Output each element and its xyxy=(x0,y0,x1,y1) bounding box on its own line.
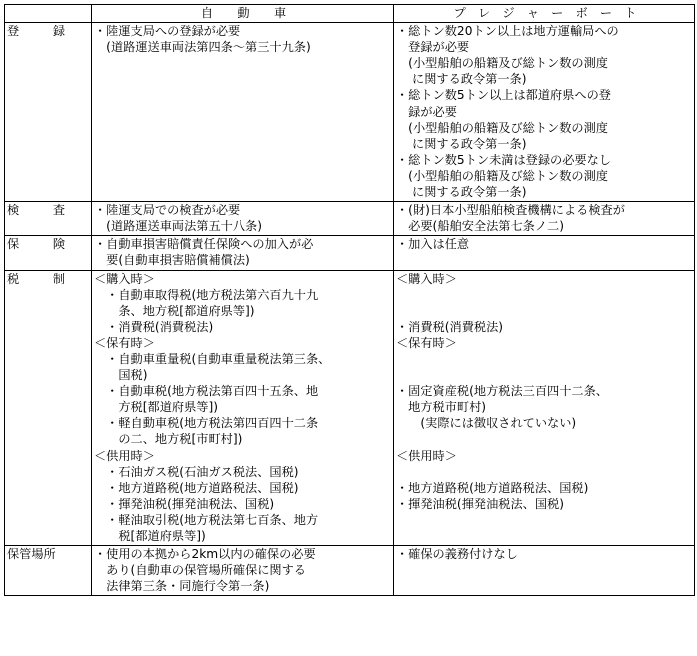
boat-cell xyxy=(394,270,695,546)
cell-line: 地方税市町村) xyxy=(396,400,487,415)
category-cell xyxy=(5,236,92,270)
cell-line: 国税) xyxy=(94,368,148,383)
boat-cell xyxy=(394,236,695,270)
category-label xyxy=(7,546,91,562)
header-car: 自 動 車 xyxy=(92,5,394,23)
cell-line: ・石油ガス税(石油ガス税法、国税) xyxy=(94,464,299,479)
category-char: 険 xyxy=(52,237,65,252)
cell-line: ・使用の本拠から2km以内の確保の必要 xyxy=(94,547,316,562)
cell-line: 条、地方税[都道府県等]) xyxy=(94,303,255,318)
cell-line: ・総トン数5トン以上は都道府県への登 xyxy=(396,88,611,103)
cell-line xyxy=(396,367,694,383)
cell-line: (道路運送車両法第五十八条) xyxy=(94,219,262,234)
cell-line: ・自動車取得税(地方税法第六百九十九 xyxy=(94,287,319,302)
cell-line: (小型船舶の船籍及び総トン数の測度 xyxy=(396,168,608,183)
cell-line: ・地方道路税(地方道路税法、国税) xyxy=(94,480,299,495)
cell-line: ・自動車重量税(自動車重量税法第三条、 xyxy=(94,351,331,366)
header-row xyxy=(5,5,695,23)
car-cell xyxy=(92,546,394,596)
cell-line: ・消費税(消費税法) xyxy=(94,319,214,334)
cell-line: ・地方道路税(地方道路税法、国税) xyxy=(396,480,589,495)
header-empty xyxy=(5,5,92,23)
category-char: 税 xyxy=(7,271,20,286)
cell-line: ・消費税(消費税法) xyxy=(396,319,504,334)
category-label xyxy=(7,202,65,218)
boat-cell xyxy=(394,202,695,236)
car-cell xyxy=(92,236,394,270)
category-char: 査 xyxy=(52,203,65,218)
row-taxation xyxy=(5,270,695,546)
category-char: 登 xyxy=(7,24,20,39)
comparison-table xyxy=(4,4,695,596)
cell-line: ・固定資産税(地方税法三百四十二条、 xyxy=(396,384,608,399)
car-cell xyxy=(92,270,394,546)
cell-line: (道路運送車両法第四条～第三十九条) xyxy=(94,40,311,55)
cell-line: 登録が必要 xyxy=(396,40,470,55)
cell-line xyxy=(396,303,694,319)
cell-line: ＜保有時＞ xyxy=(396,335,457,350)
boat-cell xyxy=(394,23,695,202)
cell-line: 必要(船舶安全法第七条ノ二) xyxy=(396,219,564,234)
cell-line: ・陸運支局での検査が必要 xyxy=(94,203,241,218)
cell-line: ・陸運支局への登録が必要 xyxy=(94,24,241,39)
cell-line: ・(財)日本小型船舶検査機構による検査が xyxy=(396,203,625,218)
row-insurance xyxy=(5,236,695,270)
category-cell xyxy=(5,546,92,596)
cell-line: 方税[都道府県等]) xyxy=(94,400,218,415)
cell-line: 税[都道府県等]) xyxy=(94,529,206,543)
cell-line: 要(自動車損害賠償補償法) xyxy=(94,253,250,268)
category-char: 保管場所 xyxy=(7,547,56,562)
cell-line: ・軽自動車税(地方税法第四百四十二条 xyxy=(94,416,319,431)
cell-line: ・確保の義務付けなし xyxy=(396,547,518,562)
category-char: 制 xyxy=(52,271,65,286)
cell-line: あり(自動車の保管場所確保に関する xyxy=(94,563,306,578)
cell-line: に関する政令第一条) xyxy=(396,136,527,151)
cell-line: ・加入は任意 xyxy=(396,237,470,252)
header-pleasure-boat: プ レ ジ ャ ー ボ ー ト xyxy=(394,5,695,23)
cell-line: (実際には徴収されていない) xyxy=(396,416,577,431)
category-char: 保 xyxy=(7,237,20,252)
cell-line xyxy=(396,431,694,447)
category-cell xyxy=(5,270,92,546)
cell-line: ＜保有時＞ xyxy=(94,335,155,350)
cell-line: ・揮発油税(揮発油税法、国税) xyxy=(396,496,564,511)
cell-line: ・自動車損害賠償責任保険への加入が必 xyxy=(94,237,314,252)
cell-line xyxy=(396,464,694,480)
cell-line: ・総トン数20トン以上は地方運輸局への xyxy=(396,24,619,39)
category-label xyxy=(7,236,65,252)
category-label xyxy=(7,23,65,39)
cell-line: に関する政令第一条) xyxy=(396,72,527,87)
cell-line: ・揮発油税(揮発油税法、国税) xyxy=(94,496,275,511)
cell-line: ＜購入時＞ xyxy=(396,271,457,286)
cell-line: 録が必要 xyxy=(396,104,457,119)
cell-line xyxy=(396,351,694,367)
cell-line: に関する政令第一条) xyxy=(396,185,527,200)
category-char: 検 xyxy=(7,203,20,218)
row-inspection xyxy=(5,202,695,236)
category-char: 録 xyxy=(52,24,65,39)
row-registration xyxy=(5,23,695,202)
cell-line: の二、地方税[市町村]) xyxy=(94,432,243,447)
cell-line: ・総トン数5トン未満は登録の必要なし xyxy=(396,152,611,167)
car-cell xyxy=(92,202,394,236)
boat-cell xyxy=(394,546,695,596)
cell-line: ＜購入時＞ xyxy=(94,271,155,286)
cell-line: 法律第三条・同施行令第一条) xyxy=(94,579,270,594)
category-cell xyxy=(5,202,92,236)
cell-line: (小型船舶の船籍及び総トン数の測度 xyxy=(396,56,608,71)
category-cell xyxy=(5,23,92,202)
category-label xyxy=(7,271,65,287)
cell-line: ・軽油取引税(地方税法第七百条、地方 xyxy=(94,512,319,527)
cell-line xyxy=(396,287,694,303)
cell-line xyxy=(396,528,694,544)
cell-line: ＜供用時＞ xyxy=(396,448,457,463)
cell-line: ＜供用時＞ xyxy=(94,448,155,463)
row-storage-place xyxy=(5,546,695,596)
cell-line: ・自動車税(地方税法第百四十五条、地 xyxy=(94,384,319,399)
car-cell xyxy=(92,23,394,202)
cell-line: (小型船舶の船籍及び総トン数の測度 xyxy=(396,120,608,135)
cell-line xyxy=(396,512,694,528)
